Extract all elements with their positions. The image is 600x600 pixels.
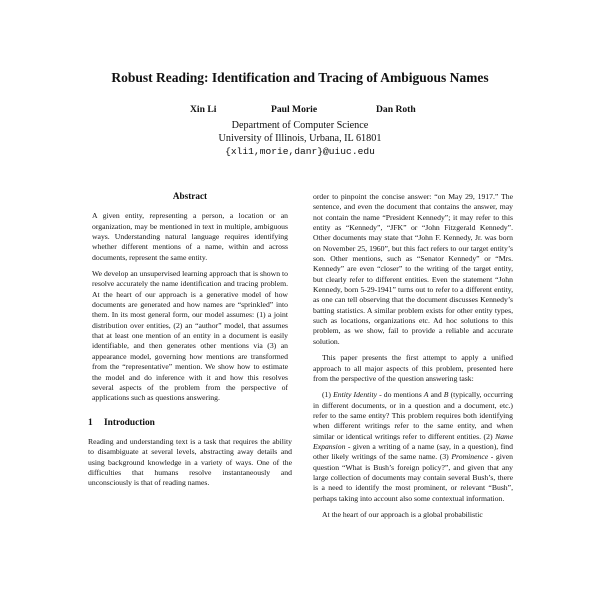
section-number: 1 [88,417,93,428]
variable-a: A [423,390,429,400]
body-paragraph: At the heart of our approach is a global probabilistic [322,509,483,519]
department: Department of Computer Science [231,120,369,131]
body-paragraph [313,390,513,504]
text-run: - do mentions [377,390,424,400]
term-name-expansion: Name Expansion [313,431,513,451]
university: University of Illinois, Urbana, IL 61801 [218,133,382,144]
author-name: Paul Morie [271,104,318,115]
paper-title: Robust Reading: Identification and Tracing of Ambiguous Names [111,70,489,85]
author-name: Dan Roth [376,104,416,115]
abstract-paragraph: A given entity, representing a person, a location or an organization, may be mentioned in text in multiple, ambiguous ways. Understanding natural language requires identifying whether different mentions of a name, within and across documents, represent the same entity. [92,211,288,262]
email-addresses: {xli1,morie,danr}@uiuc.edu [225,146,375,157]
affiliation-block [0,119,600,158]
text-run: and [428,390,444,400]
body-paragraph: order to pinpoint the concise answer: “on May 29, 1917.” The sentence, and even the document that contains the answer, may not contain the name “President Kennedy”; it may refer to this entity as “Kennedy”, “JFK” or “John Fitzgerald Kennedy”. Other documents may state that “John F. Kennedy, Jr. was born on November 25, 1960”, but this fact refers to our target entity’s son. Other mentions, such as “Senator Kennedy” or “Mrs. Kennedy” are even “closer” to the writing of the target entity, but clearly refer to different entities. Even the statement “John Kennedy, born 5-29-1941” turns out to refer to a different entity, as one can tell observing that the document discusses Kennedy’s batting statistics. A similar problem exists for other entity types, such as locations, organizations etc. Ad hoc solutions to this problem, as we show, fail to provide a reliable and accurate solution. [313,192,513,346]
section-title: Introduction [104,417,155,428]
variable-b: B [443,390,449,400]
abstract-paragraph: We develop an unsupervised learning approach that is shown to resolve accurately the name identification and tracing problem. At the heart of our approach is a generative model of how documents are generated and how names are “sprinkled” into them. In its most general form, our model assumes: (1) a joint distribution over entities, (2) an “author” model, that assumes that at least one mention of an entity in a document is easily identifiable, and then generates other mentions via (3) an appearance model, governing how mentions are transformed from the “representative” mention. We show how to estimate the model and do inference with it and how this resolves several aspects of the problem from the perspective of applications such as questions answering. [92,269,288,403]
text-run: (1) [322,390,334,400]
section-heading [88,418,292,428]
intro-paragraph: Reading and understanding text is a task that requires the ability to disambiguate at several levels, abstracting away details and using background knowledge in a variety of ways. One of the difficulties that humans resolve instantaneously and unconsciously is that of reading names. [88,436,292,488]
right-column [313,192,513,526]
body-paragraph: This paper presents the first attempt to apply a unified approach to all major aspects of this problem, presented here from the perspective of the question answering task: [313,353,513,383]
author-name: Xin Li [190,104,217,115]
abstract-heading: Abstract [172,191,208,201]
term-prominence: Prominence [451,452,489,462]
text-run: - given question “What is Bush’s foreign policy?”, and given that any large collection of documents may contain several Bush’s, there is a need to identify the most prominent, or relevant “Bush”, perhaps taking into account also some contextual information. [313,452,514,503]
left-column [88,191,292,495]
text-run: (typically, occurring in different documents, or in a question and a document, etc.) refer to the same entity? This problem requires both identifying when different writings refer to the same entity, and when similar or identical writings refer to different entities. (2) [313,390,513,441]
text-run: - given a writing of a name (say, in a question), find other likely writings of the same name. (3) [313,441,513,462]
term-entity-identity: Entity Identity [333,390,377,400]
author-list [0,104,600,118]
abstract-body [88,211,292,403]
